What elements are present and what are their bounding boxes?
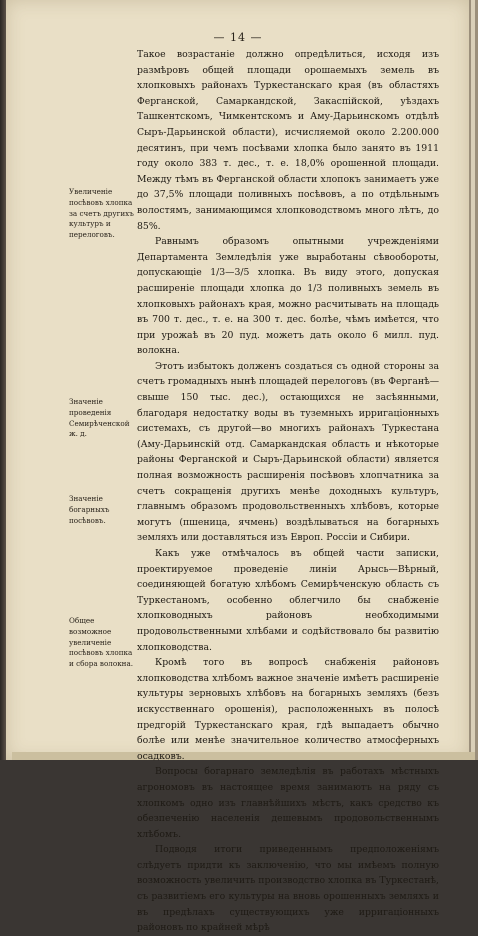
margin-note-semirechye-railway: Значеніе проведенія Семирѣченской ж. д. [69,397,130,439]
margin-note-bogara-crops: Значеніе богарныхъ посѣвовъ. [69,494,110,525]
body-text [137,47,439,936]
page-edge [469,0,478,760]
margin-note-total-increase: Общее возможное увеличеніе посѣвовъ хлопка и сбора волокна. [69,616,134,669]
paragraph: Этотъ избытокъ долженъ создаться съ одной стороны за счетъ громадныхъ нынѣ площадей перелоговъ (въ Ферганѣ— свыше 150 тыс. дес.), остающихся не засѣянными, благодаря недостатку воды въ туземныхъ ирригаціонныхъ системахъ, съ другой—во многихъ районахъ Туркестана (Аму-Дарьинскій отд. Самаркандская область и нѣкоторые районы Ферганской и Сыръ-Дарьинской области) является полная возможность расширенія посѣвовъ хлопчатника за счетъ сокращенія другихъ менѣе доходныхъ культуръ, главнымъ образомъ продовольственныхъ хлѣбовъ, которые могутъ (пшеница, ячмень) воздѣлываться на богарныхъ земляхъ или доставляться изъ Европ. Россіи и Сибири. [137,360,439,544]
page-number: — 14 — [213,31,263,44]
margin-note-cotton-increase: Увеличеніе посѣвовъ хлопка за счетъ другихъ культуръ и перелоговъ. [69,187,134,240]
paragraph: Равнымъ образомъ опытными учрежденіями Департамента Земледѣлія уже выработаны сѣвообороты, допускающіе 1/3—3/5 хлопка. Въ виду этого, допуская расширеніе площади хлопка до 1/3 поливныхъ земель въ хлопковыхъ районахъ края, можно расчитывать на площадь въ 700 т. дес., т. е. на 300 т. дес. болѣе, чѣмъ имѣется, что при урожаѣ въ 20 пуд. можетъ дать около 6 милл. пуд. волокна. [137,236,439,357]
paragraph: Такое возрастаніе должно опредѣлиться, исходя изъ размѣровъ общей площади орошаемыхъ земель въ хлопковыхъ районахъ Туркестанскаго края (въ областяхъ Ферганской, Самаркандской, Закаспійской, уѣздахъ Ташкентскомъ, Чимкентскомъ и Аму-Дарьинскомъ отдѣлѣ Сыръ-Дарьинской области), исчисляемой около 2.200.000 десятинъ, при чемъ посѣвами хлопка было занято въ 1911 году около 383 т. дес., т. е. 18,0% орошенной площади. Между тѣмъ въ Ферганской области хлопокъ занимаетъ уже до 37,5% площади поливныхъ посѣвовъ, а по отдѣльнымъ волостямъ, занимающимся хлопководствомъ много лѣтъ, до 85%. [137,49,439,232]
paragraph: Подводя итоги приведеннымъ предположеніямъ слѣдуетъ придти къ заключенію, что мы имѣемъ полную возможность увеличить производство хлопка въ Туркестанѣ, съ развитіемъ его культуры на вновь орошенныхъ земляхъ и въ предѣлахъ существующихъ уже ирригаціонныхъ районовъ по крайней мѣрѣ [137,844,439,934]
paragraph: Какъ уже отмѣчалось въ общей части записки, проектируемое проведеніе линіи Арысь—Вѣрный, соединяющей богатую хлѣбомъ Семирѣченскую область съ Туркестаномъ, особенно облегчило бы снабженіе хлопководныхъ районовъ необходимыми продовольственными хлѣбами и содѣйствовало бы развитію хлопководства. [137,548,439,653]
paragraph: Кромѣ того въ вопросѣ снабженія районовъ хлопководства хлѣбомъ важное значеніе имѣетъ расширеніе культуры зерновыхъ хлѣбовъ на богарныхъ земляхъ (безъ искусственнаго орошенія), расположенныхъ въ полосѣ предгорій Туркестанскаго края, гдѣ выпадаетъ обычно болѣе или менѣе значительное количество атмосферныхъ осадковъ. [137,657,439,762]
paragraph: Вопросы богарнаго земледѣлія въ работахъ мѣстныхъ агрономовъ въ настоящее время занимаютъ на ряду съ хлопкомъ одно изъ главнѣйшихъ мѣстъ, какъ средство къ обезпеченію населенія дешевымъ продовольственнымъ хлѣбомъ. [137,766,439,840]
